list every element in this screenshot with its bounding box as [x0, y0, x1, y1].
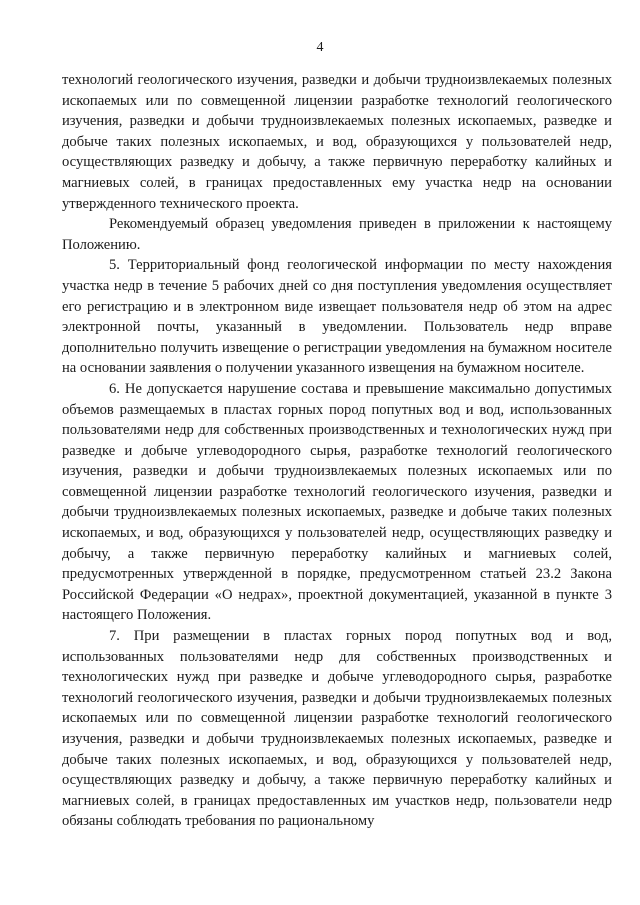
- paragraph-item-6: 6. Не допускается нарушение состава и превышение максимально допустимых объемов размещаемых в пластах горных пород попутных вод и вод, использованных пользователями недр для собственных производственных и технологических нужд при разведке и добыче углеводородного сырья, разработке технологий геологического изучения, разведки и добычи трудноизвлекаемых полезных ископаемых или по совмещенной лицензии разработке технологий геологического изучения, разведки и добычи трудноизвлекаемых полезных ископаемых, разведке и добыче таких полезных ископаемых, и вод, образующихся у пользователей недр, осуществляющих разведку и добычу, а также первичную переработку калийных и магниевых солей, предусмотренных утвержденной в порядке, предусмотренном статьей 23.2 Закона Российской Федерации «О недрах», проектной документацией, указанной в пункте 3 настоящего Положения.: [62, 380, 612, 624]
- paragraph-item-5: 5. Территориальный фонд геологической информации по месту нахождения участка недр в течение 5 рабочих дней со дня поступления уведомления осуществляет его регистрацию и в электронном виде извещает пользователя недр об этом на адрес электронной почты, указанный в уведомлении. Пользователь недр вправе дополнительно получить извещение о регистрации уведомления на бумажном носителе на основании заявления о получении указанного извещения на бумажном носителе.: [62, 257, 612, 377]
- document-body: [62, 70, 612, 832]
- paragraph-continuation: технологий геологического изучения, разведки и добычи трудноизвлекаемых полезных ископаемых или по совмещенной лицензии разработке технологий геологического изучения, разведки и добычи трудноизвлекаемых полезных ископаемых, разведке и добыче таких полезных ископаемых, и вод, образующихся у пользователей недр, осуществляющих разведку и добычу, а также первичную переработку калийных и магниевых солей, в границах предоставленных ему участка недр на основании утвержденного технического проекта.: [62, 72, 612, 212]
- paragraph-sample-reference: Рекомендуемый образец уведомления приведен в приложении к настоящему Положению.: [62, 216, 612, 253]
- paragraph-item-7: 7. При размещении в пластах горных пород попутных вод и вод, использованных пользователями недр для собственных производственных и технологических нужд при разведке и добыче углеводородного сырья, разработке технологий геологического изучения, разведки и добычи трудноизвлекаемых полезных ископаемых или по совмещенной лицензии разработке технологий геологического изучения, разведки и добычи трудноизвлекаемых полезных ископаемых, разведке и добыче таких полезных ископаемых, и вод, образующихся у пользователей недр, осуществляющих разведку и добычу, а также первичную переработку калийных и магниевых солей, в границах предоставленных им участков недр, пользователи недр обязаны соблюдать требования по рациональному: [62, 628, 612, 830]
- page-number: 4: [316, 40, 324, 55]
